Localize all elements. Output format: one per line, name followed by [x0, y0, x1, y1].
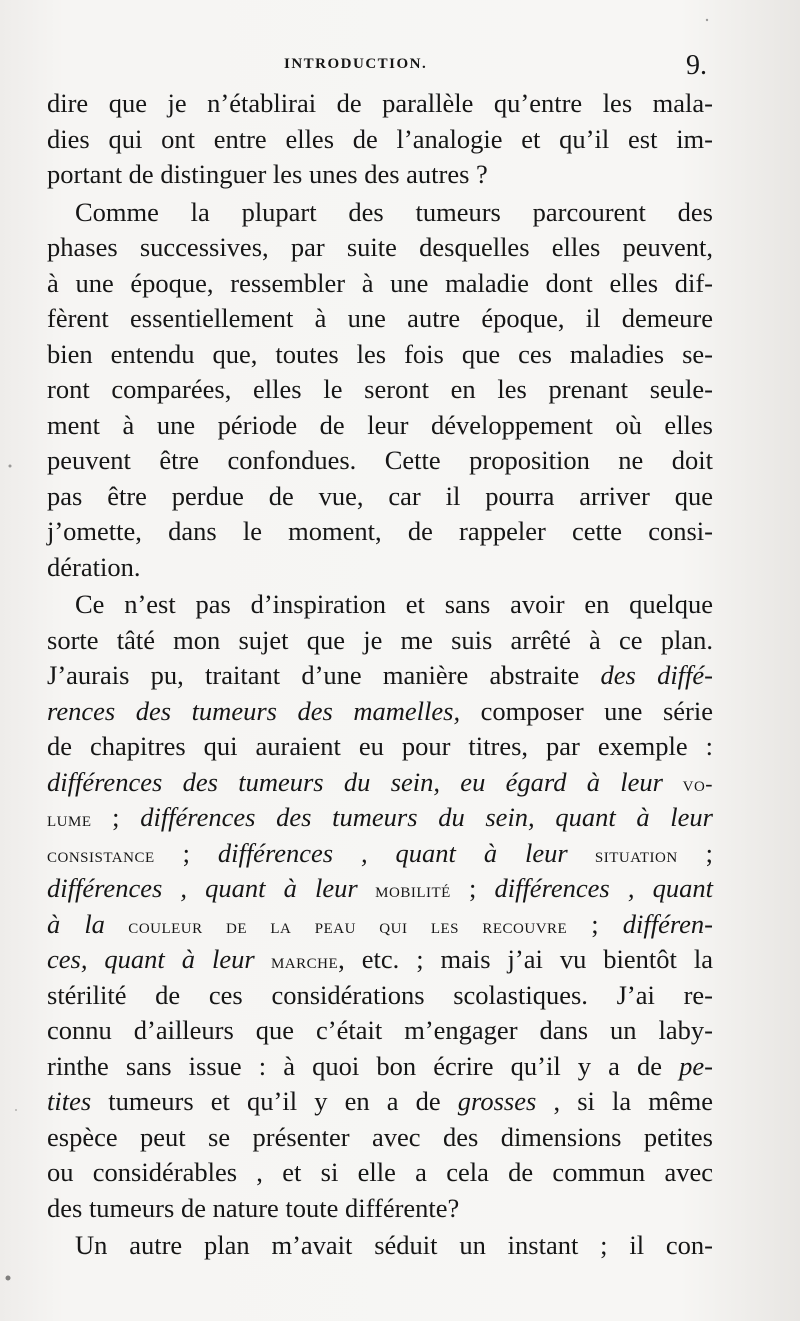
- text-line: de chapitres qui auraient eu pour titres, par exemple :: [47, 731, 713, 761]
- text-line: phases successives, par suite desquelles elles peuvent,: [47, 232, 713, 262]
- paragraph: [47, 587, 713, 1226]
- small-caps-text: mobilité: [357, 878, 451, 902]
- text-line: fèrent essentiellement à une autre époque, il demeure: [47, 303, 713, 333]
- text-line: des tumeurs de nature toute différente?: [47, 1192, 460, 1223]
- text-line: Comme la plupart des tumeurs parcourent des: [75, 196, 713, 227]
- text-line: [47, 658, 713, 694]
- italic-text: tites: [47, 1086, 92, 1116]
- text-line: [47, 1049, 713, 1085]
- small-caps-text: couleur de la peau qui les recouvre: [104, 913, 568, 938]
- text-line: [47, 800, 713, 836]
- small-caps-text: lume: [47, 807, 92, 831]
- text-segment: ;: [450, 873, 495, 903]
- text-segment: ;: [154, 837, 218, 868]
- paragraph: [47, 1228, 713, 1264]
- text-segment: , si la même: [536, 1086, 713, 1116]
- text-line: [47, 694, 713, 730]
- text-segment: J’aurais pu, traitant d’une manière abstraite: [47, 660, 601, 690]
- italic-text: pe-: [679, 1050, 713, 1081]
- text-segment: , etc. ; mais j’ai vu bientôt la: [338, 944, 713, 974]
- text-line: Un autre plan m’avait séduit un instant ; il con-: [75, 1230, 713, 1260]
- text-line: bien entendu que, toutes les fois que ces maladies se-: [47, 338, 713, 369]
- text-line: [47, 942, 713, 978]
- text-line: [47, 1084, 713, 1120]
- text-line: [47, 836, 713, 872]
- text-line: sorte tâté mon sujet que je me suis arrêté à ce plan.: [47, 624, 713, 655]
- text-segment: ;: [567, 908, 623, 939]
- text-line: ment à une période de leur développement où elles: [47, 409, 713, 440]
- paragraph: [47, 86, 713, 193]
- running-head: INTRODUCTION.: [284, 56, 428, 72]
- text-segment: ;: [677, 837, 713, 868]
- text-line: [47, 907, 713, 943]
- italic-text: différences , quant à leur: [47, 873, 358, 903]
- paragraph: [47, 195, 713, 586]
- small-caps-text: consistance: [47, 842, 155, 867]
- italic-text: différences , quant à leur: [217, 837, 568, 868]
- italic-text: différen-: [622, 908, 713, 939]
- text-line: [47, 871, 713, 907]
- body-text: [47, 86, 713, 1264]
- text-line: dire que je n’établirai de parallèle qu’entre les mala-: [47, 88, 713, 118]
- text-line: à une époque, ressembler à une maladie dont elles dif-: [47, 267, 713, 298]
- text-line: dies qui ont entre elles de l’analogie et qu’il est im-: [47, 123, 713, 154]
- text-line: ront comparées, elles le seront en les prenant seule-: [47, 374, 713, 404]
- small-caps-text: marche: [254, 949, 339, 973]
- text-segment: ;: [91, 802, 141, 832]
- text-line: pas être perdue de vue, car il pourra arriver que: [47, 480, 713, 511]
- italic-text: différences , quant: [494, 873, 713, 903]
- italic-text: différences des tumeurs du sein, eu égard à leur: [47, 766, 663, 797]
- small-caps-text: vo-: [663, 771, 714, 796]
- italic-text: ces, quant à leur: [47, 944, 255, 974]
- text-segment: composer une série: [460, 695, 713, 726]
- italic-text: des diffé-: [600, 660, 713, 690]
- text-line: stérilité de ces considérations scolastiques. J’ai re-: [47, 979, 713, 1010]
- text-line: dération.: [47, 551, 141, 582]
- italic-text: rences des tumeurs des mamelles,: [47, 695, 461, 726]
- text-line: [47, 765, 713, 801]
- text-line: j’omette, dans le moment, de rappeler cette consi-: [47, 516, 713, 546]
- italic-text: différences des tumeurs du sein, quant à leur: [140, 802, 713, 832]
- text-segment: tumeurs et qu’il y en a de: [91, 1086, 458, 1116]
- italic-text: à la: [47, 908, 105, 939]
- page-number: 9.: [686, 50, 707, 81]
- text-line: Ce n’est pas d’inspiration et sans avoir en quelque: [75, 589, 713, 619]
- text-line: connu d’ailleurs que c’était m’engager dans un laby-: [47, 1015, 713, 1045]
- small-caps-text: situation: [567, 842, 678, 867]
- text-line: portant de distinguer les unes des autres ?: [47, 159, 488, 189]
- italic-text: grosses: [457, 1086, 537, 1116]
- text-line: espèce peut se présenter avec des dimensions petites: [47, 1121, 713, 1152]
- text-segment: rinthe sans issue : à quoi bon écrire qu’il y a de: [47, 1050, 680, 1081]
- text-line: ou considérables , et si elle a cela de commun avec: [47, 1157, 713, 1187]
- page-header: [0, 50, 800, 84]
- text-line: peuvent être confondues. Cette proposition ne doit: [47, 445, 713, 475]
